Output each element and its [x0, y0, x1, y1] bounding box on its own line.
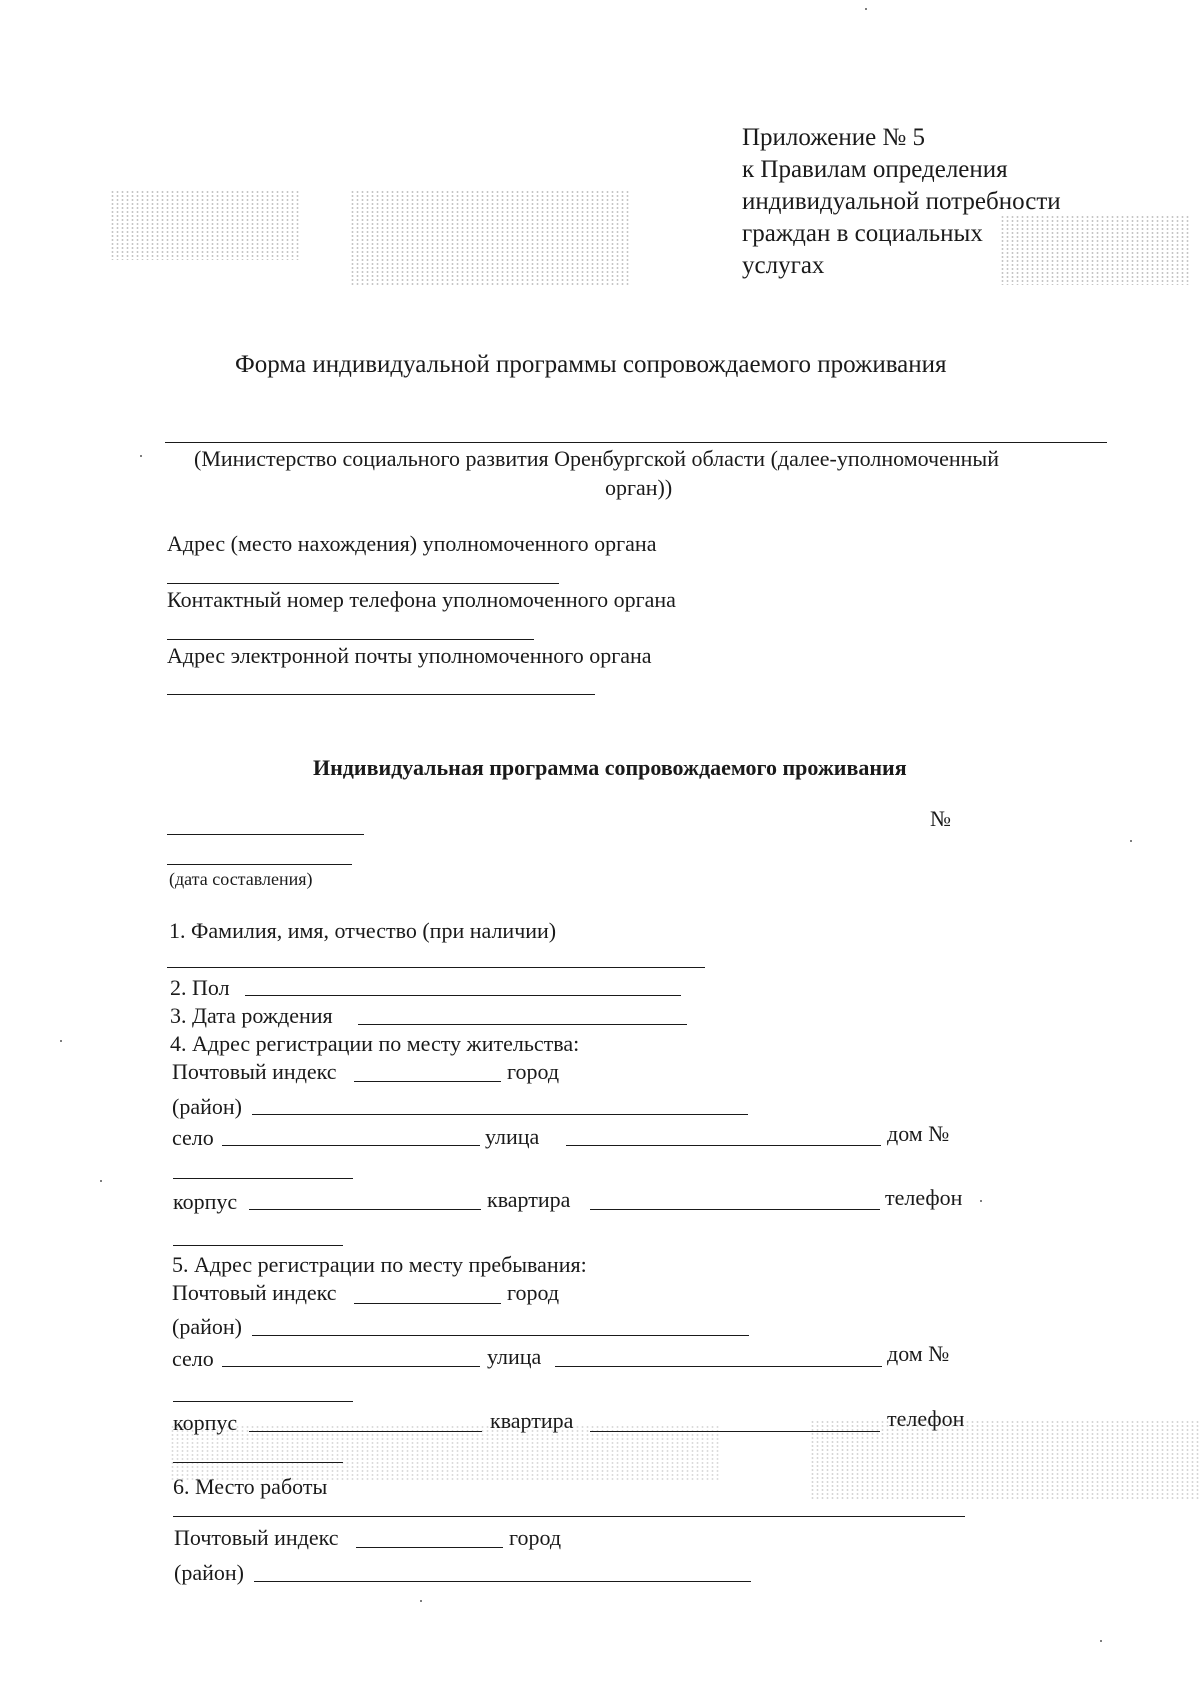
residence-building-line — [249, 1209, 481, 1210]
field-birth-date-label: 3. Дата рождения — [170, 1003, 333, 1028]
scan-speck — [140, 455, 142, 457]
stay-phone-label: телефон — [887, 1406, 965, 1431]
stay-street-line — [555, 1366, 882, 1367]
program-date-caption-line — [167, 864, 352, 865]
stay-house-label: дом № — [887, 1341, 950, 1366]
work-line — [173, 1516, 965, 1517]
stay-village-line — [222, 1366, 480, 1367]
residence-house-label: дом № — [887, 1121, 950, 1146]
residence-apartment-line — [590, 1209, 880, 1210]
field-sex-label: 2. Пол — [170, 975, 230, 1000]
program-date-line — [167, 834, 364, 835]
authority-phone-label: Контактный номер телефона уполномоченного органа — [167, 587, 676, 612]
scan-noise — [1000, 215, 1190, 285]
residence-city-label: город — [507, 1059, 560, 1084]
stay-postal-label: Почтовый индекс — [172, 1280, 337, 1305]
scan-speck — [1100, 1640, 1102, 1642]
stay-postal-line — [354, 1303, 501, 1304]
residence-village-line — [222, 1145, 480, 1146]
work-district-label: (район) — [174, 1560, 244, 1585]
work-city-label: город — [509, 1525, 562, 1550]
form-title: Форма индивидуальной программы сопровождаемого проживания — [235, 351, 947, 378]
residence-postal-label: Почтовый индекс — [172, 1059, 337, 1084]
field-birth-date-line — [358, 1024, 687, 1025]
residence-village-label: село — [172, 1125, 214, 1150]
work-postal-line — [356, 1547, 503, 1548]
authority-caption-1: (Министерство социального развития Оренбургской области (далее-уполномоченный — [194, 446, 999, 471]
scan-speck — [865, 8, 867, 10]
stay-city-label: город — [507, 1280, 560, 1305]
scan-noise — [110, 190, 300, 260]
stay-building-line — [249, 1431, 482, 1432]
scan-speck — [980, 1200, 982, 1202]
authority-address-line — [167, 583, 559, 584]
program-title: Индивидуальная программа сопровождаемого проживания — [313, 755, 907, 780]
stay-apartment-label: квартира — [490, 1408, 574, 1433]
appendix-line-4: граждан в социальных — [742, 220, 983, 247]
scan-speck — [1130, 840, 1132, 842]
scan-speck — [60, 1040, 62, 1042]
stay-apartment-line — [590, 1431, 880, 1432]
residence-street-line — [566, 1145, 881, 1146]
authority-phone-line — [167, 639, 534, 640]
authority-caption-2: орган)) — [605, 475, 673, 500]
authority-address-label: Адрес (место нахождения) уполномоченного органа — [167, 531, 657, 556]
residence-building-label: корпус — [173, 1189, 238, 1214]
field-fio-line — [167, 967, 705, 968]
stay-house-line — [173, 1401, 353, 1402]
stay-village-label: село — [172, 1346, 214, 1371]
work-postal-label: Почтовый индекс — [174, 1525, 339, 1550]
appendix-line-3: индивидуальной потребности — [742, 188, 1061, 215]
scan-noise — [810, 1420, 1200, 1500]
scan-speck — [420, 1600, 422, 1602]
program-date-caption: (дата составления) — [169, 869, 313, 889]
field-fio-label: 1. Фамилия, имя, отчество (при наличии) — [169, 918, 557, 943]
scan-noise — [350, 190, 630, 285]
residence-house-line — [173, 1178, 353, 1179]
authority-line — [165, 442, 1107, 443]
work-district-line — [254, 1581, 751, 1582]
authority-email-line — [167, 694, 595, 695]
residence-district-line — [252, 1114, 748, 1115]
residence-apartment-label: квартира — [487, 1187, 571, 1212]
authority-email-label: Адрес электронной почты уполномоченного органа — [167, 643, 652, 668]
stay-phone-line — [173, 1462, 343, 1463]
stay-district-line — [252, 1335, 749, 1336]
field-sex-line — [245, 995, 681, 996]
residence-header: 4. Адрес регистрации по месту жительства: — [170, 1031, 580, 1056]
residence-phone-label: телефон — [885, 1185, 963, 1210]
program-number-sign: № — [930, 806, 951, 831]
residence-district-label: (район) — [172, 1094, 242, 1119]
scan-noise — [170, 1425, 720, 1480]
scan-speck — [100, 1180, 102, 1182]
appendix-line-5: услугах — [742, 252, 825, 279]
stay-header: 5. Адрес регистрации по месту пребывания: — [172, 1252, 587, 1277]
appendix-line-1: Приложение № 5 — [742, 124, 926, 151]
appendix-line-2: к Правилам определения — [742, 156, 1008, 183]
residence-street-label: улица — [485, 1124, 540, 1149]
work-header: 6. Место работы — [173, 1474, 328, 1499]
stay-district-label: (район) — [172, 1314, 242, 1339]
stay-street-label: улица — [487, 1344, 542, 1369]
residence-phone-line — [173, 1245, 343, 1246]
residence-postal-line — [354, 1081, 501, 1082]
stay-building-label: корпус — [173, 1410, 238, 1435]
